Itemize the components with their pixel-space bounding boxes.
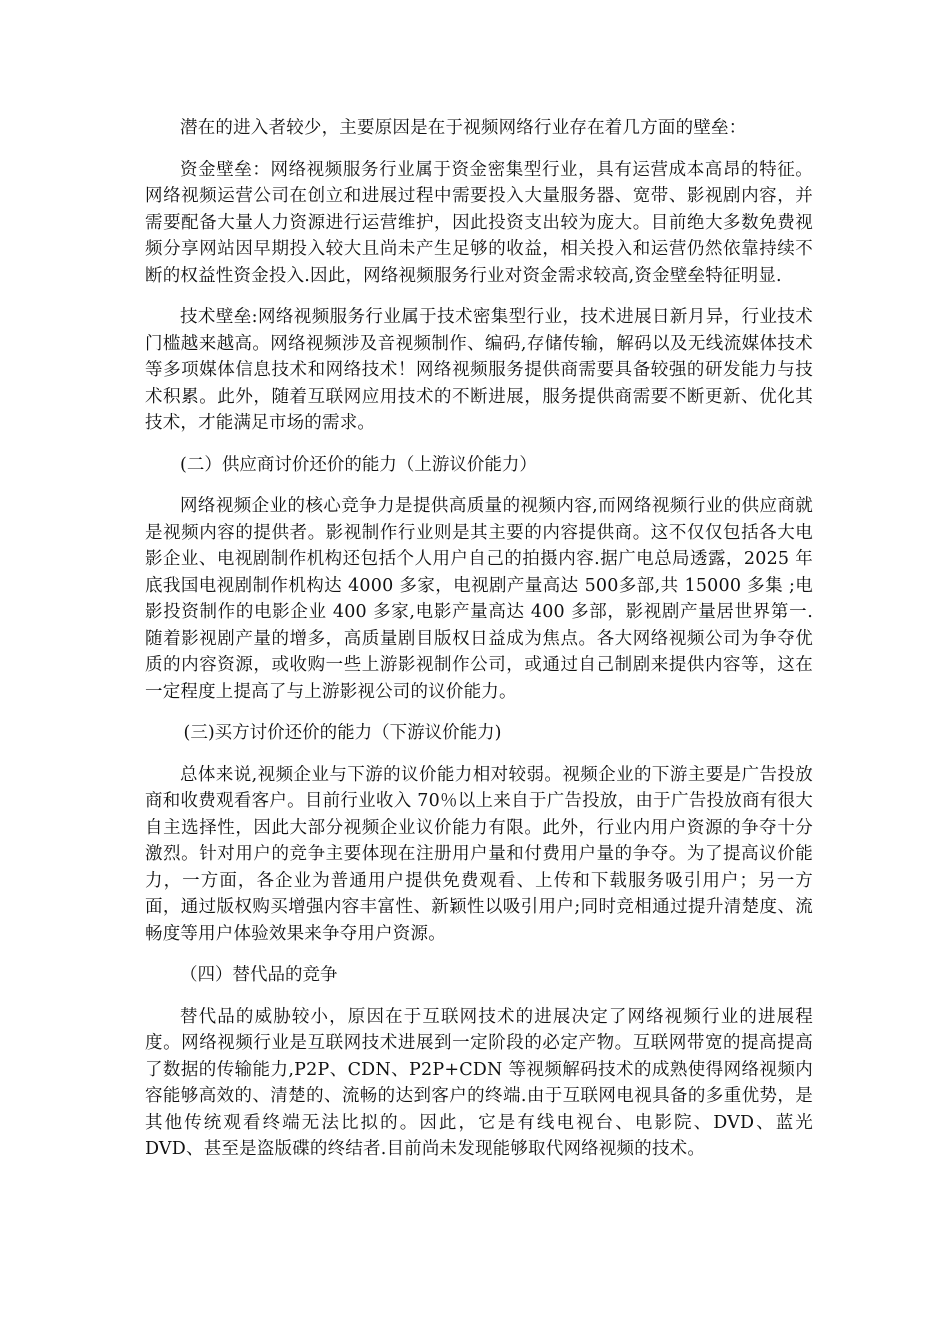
paragraph-intro: 潜在的进入者较少，主要原因是在于视频网络行业存在着几方面的壁垒： — [180, 118, 747, 138]
paragraph-substitutes: 替代品的威胁较小，原因在于互联网技术的进展决定了网络视频行业的进展程度。网络视频行业是互联网技术进展到一定阶段的必定产物。互联网带宽的提高提高了数据的传输能力,P2P、CDN、P2P+CDN 等视频解码技术的成熟使得网络视频内容能够高效的、清楚的、流畅的达到客户的终端.由于互联网电视具备的多重优势，是其他传统观看终端无法比拟的。因此，它是有线电视台、电影院、DVD、蓝光 DVD、甚至是盗版碟的终结者.目前尚未发现能够取代网络视频的技术。 — [145, 1006, 813, 1159]
section-heading-buyer-power: (三)买方讨价还价的能力（下游议价能力) — [183, 723, 502, 743]
paragraph-capital-barrier: 资金壁垒：网络视频服务行业属于资金密集型行业，具有运营成本高昂的特征。网络视频运营公司在创立和进展过程中需要投入大量服务器、宽带、影视剧内容，并需要配备大量人力资源进行运营维护，因此投资支出较为庞大。目前绝大多数免费视频分享网站因早期投入较大且尚未产生足够的收益，相关投入和运营仍然依靠持续不断的权益性资金投入.因此，网络视频服务行业对资金需求较高,资金壁垒特征明显. — [145, 159, 813, 286]
paragraph-technology-barrier: 技术壁垒:网络视频服务行业属于技术密集型行业，技术进展日新月异，行业技术门槛越来越高。网络视频涉及音视频制作、编码,存储传输，解码以及无线流媒体技术等多项媒体信息技术和网络技术！网络视频服务提供商需要具备较强的研发能力与技术积累。此外，随着互联网应用技术的不断进展，服务提供商需要不断更新、优化其技术，才能满足市场的需求。 — [145, 307, 813, 433]
paragraph-supplier-power: 网络视频企业的核心竞争力是提供高质量的视频内容,而网络视频行业的供应商就是视频内容的提供者。影视制作行业则是其主要的内容提供商。这不仅仅包括各大电影企业、电视剧制作机构还包括个人用户自己的拍摄内容.据广电总局透露，2025 年底我国电视剧制作机构达 4000 多家，电视剧产量高达 500多部,共 15000 多集 ;电影投资制作的电影企业 400 多家,电影产量高达 400 多部，影视剧产量居世界第一.随着影视剧产量的增多，高质量剧目版权日益成为焦点。各大网络视频公司为争夺优质的内容资源，或收购一些上游影视制作公司，或通过自己制剧来提供内容等，这在一定程度上提高了与上游影视公司的议价能力。 — [145, 496, 813, 702]
paragraph-buyer-power: 总体来说,视频企业与下游的议价能力相对较弱。视频企业的下游主要是广告投放商和收费观看客户。目前行业收入 70％以上来自于广告投放，由于广告投放商有很大自主选择性，因此大部分视频企业议价能力有限。此外，行业内用户资源的争夺十分激烈。针对用户的竞争主要体现在注册用户量和付费用户量的争夺。为了提高议价能力，一方面，各企业为普通用户提供免费观看、上传和下载服务吸引用户；另一方面，通过版权购买增强内容丰富性、新颖性以吸引用户;同时竞相通过提升清楚度、流畅度等用户体验效果来争夺用户资源。 — [145, 764, 813, 944]
document-body — [145, 115, 813, 1178]
section-heading-substitutes: （四）替代品的竞争 — [180, 965, 338, 985]
section-heading-supplier-power: (二）供应商讨价还价的能力（上游议价能力） — [180, 454, 537, 475]
